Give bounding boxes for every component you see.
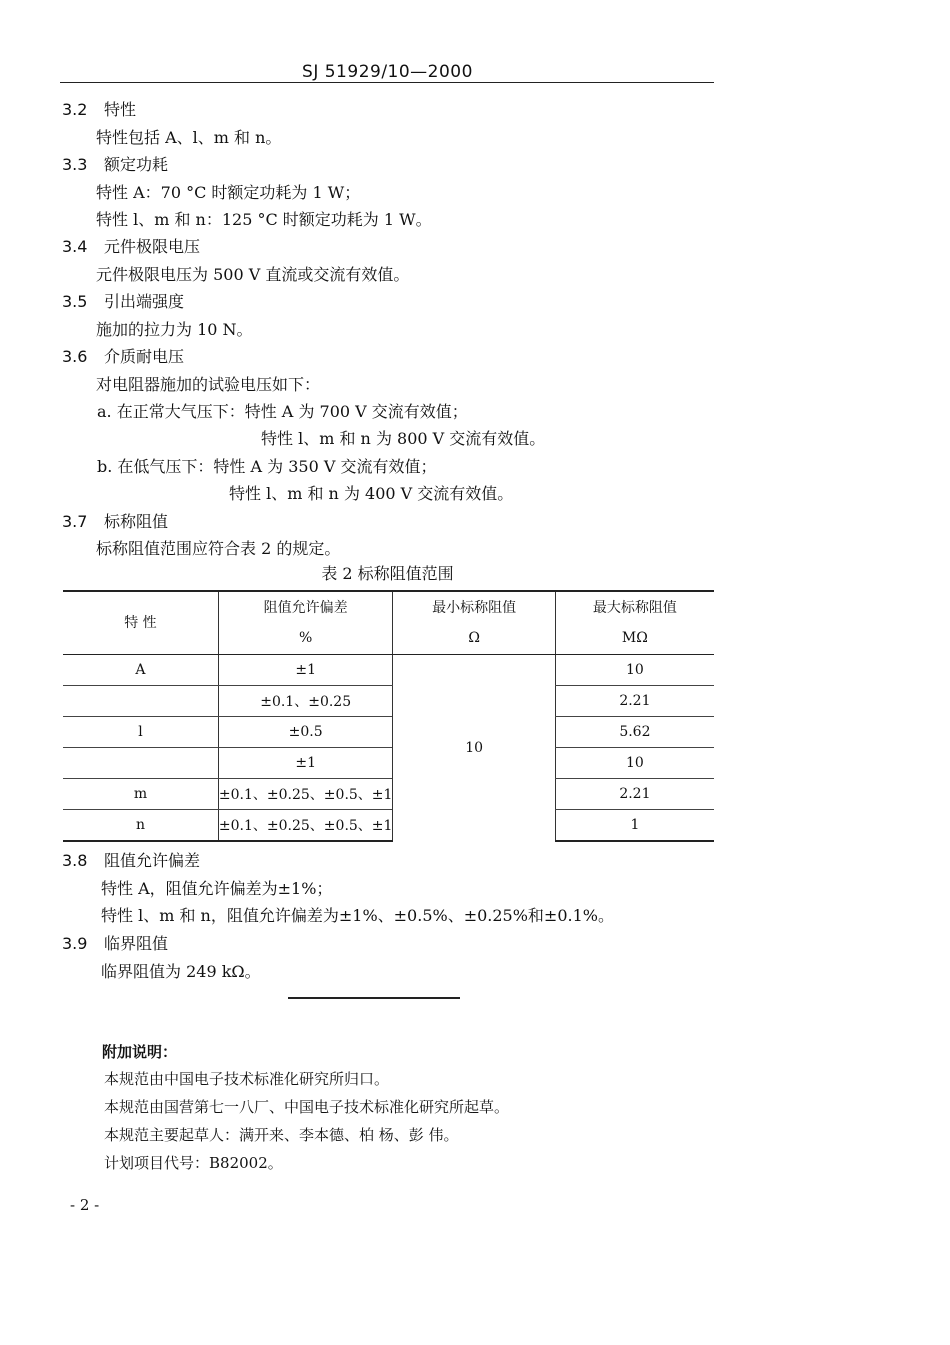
section-title: 介质耐电压 (104, 347, 185, 366)
cell-max-resistance: 2.21 (555, 686, 714, 717)
section-3-2-heading (62, 97, 136, 120)
table-row (63, 655, 714, 686)
paragraph: 对电阻器施加的试验电压如下： (96, 375, 321, 394)
section-number: 3.9 (62, 934, 88, 953)
list-item-b-continued: 特性 l、m 和 n 为 400 V 交流有效值。 (229, 484, 514, 503)
end-rule (288, 997, 460, 999)
paragraph: 特性 l、m 和 n：125 °C 时额定功耗为 1 W。 (96, 210, 432, 229)
header-tolerance (218, 591, 393, 655)
list-item-b: b. 在低气压下：特性 A 为 350 V 交流有效值； (97, 457, 437, 476)
header-rule (60, 82, 714, 83)
paragraph: 特性 l、m 和 n，阻值允许偏差为±1%、±0.5%、±0.25%和±0.1%。 (101, 906, 614, 925)
notes-title: 附加说明： (102, 1043, 178, 1061)
cell-characteristic (63, 686, 218, 717)
notes-line: 本规范由国营第七一八厂、中国电子技术标准化研究所起草。 (104, 1098, 510, 1116)
list-item-a-continued: 特性 l、m 和 n 为 800 V 交流有效值。 (261, 429, 546, 448)
cell-max-resistance: 10 (555, 748, 714, 779)
header-tolerance-unit: % (299, 630, 313, 646)
section-3-7-heading (62, 509, 168, 532)
paragraph: 临界阻值为 249 kΩ。 (101, 962, 261, 981)
section-number: 3.8 (62, 851, 88, 870)
section-title: 引出端强度 (104, 292, 185, 311)
header-min-label: 最小标称阻值 (432, 600, 517, 616)
header-max-label: 最大标称阻值 (592, 600, 677, 616)
cell-tolerance: ±0.1、±0.25、±0.5、±1 (218, 810, 393, 842)
table-row (63, 779, 714, 810)
section-number: 3.2 (62, 100, 88, 119)
standard-number: SJ 51929/10—2000 (302, 62, 473, 82)
header-min-unit: Ω (468, 630, 480, 646)
section-3-6-heading (62, 344, 184, 367)
paragraph: 特性 A，阻值允许偏差为±1%； (101, 879, 333, 898)
cell-max-resistance: 10 (555, 655, 714, 686)
list-item-a: a. 在正常大气压下：特性 A 为 700 V 交流有效值； (97, 402, 468, 421)
section-3-9-heading (62, 931, 168, 954)
page-number: - 2 - (70, 1196, 100, 1214)
cell-characteristic: l (63, 717, 218, 748)
section-3-3-heading (62, 152, 168, 175)
cell-max-resistance: 2.21 (555, 779, 714, 810)
table-row (63, 748, 714, 779)
cell-characteristic: n (63, 810, 218, 842)
notes-line: 本规范由中国电子技术标准化研究所归口。 (104, 1070, 390, 1088)
cell-tolerance: ±0.5 (218, 717, 393, 748)
paragraph: 元件极限电压为 500 V 直流或交流有效值。 (96, 265, 410, 284)
cell-tolerance: ±0.1、±0.25 (218, 686, 393, 717)
notes-line: 计划项目代号：B82002。 (104, 1154, 283, 1172)
table-row (63, 810, 714, 842)
header-tolerance-label: 阻值允许偏差 (263, 600, 348, 616)
cell-characteristic: A (63, 655, 218, 686)
section-3-8-heading (62, 848, 200, 871)
section-number: 3.6 (62, 347, 88, 366)
paragraph: 标称阻值范围应符合表 2 的规定。 (96, 539, 341, 558)
header-max-resistance (555, 591, 714, 655)
table-row (63, 686, 714, 717)
cell-tolerance: ±1 (218, 748, 393, 779)
section-title: 阻值允许偏差 (104, 851, 201, 870)
section-3-4-heading (62, 234, 200, 257)
section-title: 标称阻值 (104, 512, 169, 531)
cell-tolerance: ±0.1、±0.25、±0.5、±1 (218, 779, 393, 810)
cell-min-resistance: 10 (393, 655, 555, 842)
header-min-resistance (393, 591, 555, 655)
section-number: 3.7 (62, 512, 88, 531)
section-number: 3.3 (62, 155, 88, 174)
resistance-range-table (63, 590, 714, 842)
cell-characteristic: m (63, 779, 218, 810)
section-title: 特性 (104, 100, 137, 119)
notes-line: 本规范主要起草人：满开来、李本德、柏 杨、彭 伟。 (104, 1126, 459, 1144)
section-title: 临界阻值 (104, 934, 169, 953)
section-3-5-heading (62, 289, 184, 312)
header-max-unit: MΩ (621, 630, 648, 646)
cell-characteristic (63, 748, 218, 779)
cell-max-resistance: 1 (555, 810, 714, 842)
paragraph: 特性 A：70 °C 时额定功耗为 1 W； (96, 183, 361, 202)
table-caption: 表 2 标称阻值范围 (321, 564, 454, 583)
cell-tolerance: ±1 (218, 655, 393, 686)
cell-max-resistance: 5.62 (555, 717, 714, 748)
section-title: 元件极限电压 (104, 237, 201, 256)
paragraph: 施加的拉力为 10 N。 (96, 320, 253, 339)
table-header-row (63, 591, 714, 655)
section-title: 额定功耗 (104, 155, 169, 174)
section-number: 3.5 (62, 292, 88, 311)
header-characteristic: 特 性 (63, 591, 218, 655)
paragraph: 特性包括 A、l、m 和 n。 (96, 128, 282, 147)
table-row (63, 717, 714, 748)
section-number: 3.4 (62, 237, 88, 256)
